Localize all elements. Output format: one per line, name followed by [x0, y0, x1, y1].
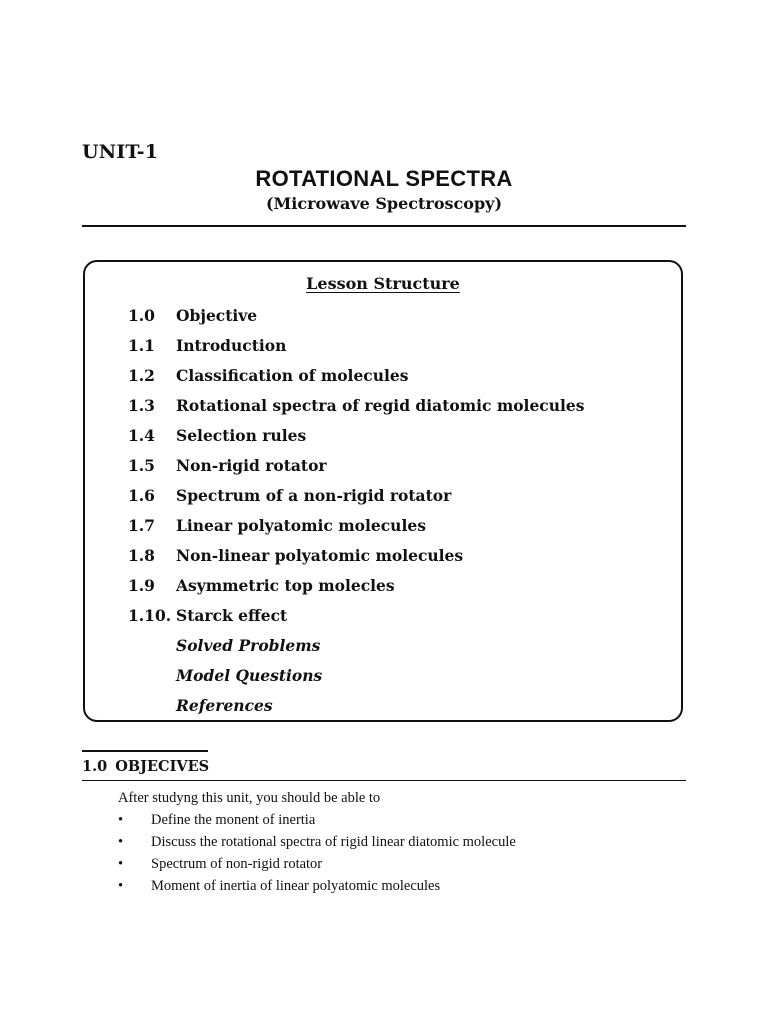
lesson-item-text: Linear polyatomic molecules: [176, 516, 426, 535]
lesson-item-number: 1.1: [128, 336, 155, 355]
lesson-structure-heading: Lesson Structure: [306, 274, 460, 293]
lesson-item: [128, 514, 585, 544]
lesson-extra-references: References: [176, 696, 273, 715]
lesson-extra-solved-problems: Solved Problems: [176, 636, 321, 655]
lesson-item-text: Selection rules: [176, 426, 307, 445]
objectives-heading: [82, 758, 209, 775]
lesson-item-number: 1.2: [128, 366, 155, 385]
section-divider: [82, 780, 686, 781]
bullet-icon: •: [118, 856, 124, 872]
lesson-item: [128, 334, 585, 364]
lesson-item-number: 1.0: [128, 306, 155, 325]
objective-item: [118, 810, 516, 832]
lesson-item-text: Non-linear polyatomic molecules: [176, 546, 464, 565]
section-top-rule: [82, 750, 208, 752]
lesson-structure-box: [83, 260, 683, 722]
objective-text: Discuss the rotational spectra of rigid linear diatomic molecule: [151, 834, 516, 850]
lesson-item-number: 1.4: [128, 426, 155, 445]
lesson-item: [128, 394, 585, 424]
lesson-item: [128, 484, 585, 514]
bullet-icon: •: [118, 878, 124, 894]
page-subtitle: (Microwave Spectroscopy): [265, 194, 503, 213]
lesson-item: [128, 604, 585, 634]
objective-text: Spectrum of non-rigid rotator: [151, 856, 323, 872]
unit-label: UNIT-1: [82, 141, 159, 163]
lesson-item: [128, 544, 585, 574]
objective-text: Define the monent of inertia: [151, 812, 316, 828]
lesson-item-number: 1.5: [128, 456, 155, 475]
lesson-item-text: Rotational spectra of regid diatomic molecules: [176, 396, 585, 415]
objective-item: [118, 854, 516, 876]
lesson-item-text: Classification of molecules: [176, 366, 409, 385]
bullet-icon: •: [118, 812, 124, 828]
lesson-item-number: 1.10.: [128, 606, 172, 625]
objectives-list: [118, 810, 516, 898]
lesson-item-number: 1.8: [128, 546, 155, 565]
lesson-item-text: Asymmetric top molecles: [176, 576, 395, 595]
objectives-intro: After studyng this unit, you should be able to: [118, 790, 381, 806]
lesson-item-text: Starck effect: [176, 606, 288, 625]
objectives-number: 1.0: [82, 758, 108, 775]
objective-text: Moment of inertia of linear polyatomic molecules: [151, 878, 441, 894]
lesson-item-text: Spectrum of a non-rigid rotator: [176, 486, 452, 505]
lesson-item-number: 1.7: [128, 516, 155, 535]
lesson-item: [128, 454, 585, 484]
lesson-item-text: Objective: [176, 306, 258, 325]
lesson-structure-list: [128, 304, 585, 724]
bullet-icon: •: [118, 834, 124, 850]
lesson-item: [128, 574, 585, 604]
objective-item: [118, 832, 516, 854]
lesson-item-number: 1.9: [128, 576, 155, 595]
lesson-item: [128, 424, 585, 454]
objective-item: [118, 876, 516, 898]
lesson-item-number: 1.6: [128, 486, 155, 505]
lesson-item-text: Non-rigid rotator: [176, 456, 327, 475]
lesson-item-text: Introduction: [176, 336, 287, 355]
lesson-extra-model-questions: Model Questions: [176, 666, 323, 685]
lesson-item: [128, 364, 585, 394]
page-title: ROTATIONAL SPECTRA: [255, 166, 513, 191]
lesson-item-number: 1.3: [128, 396, 155, 415]
objectives-title: OBJECIVES: [115, 758, 210, 775]
title-divider: [82, 225, 686, 227]
lesson-item: [128, 304, 585, 334]
